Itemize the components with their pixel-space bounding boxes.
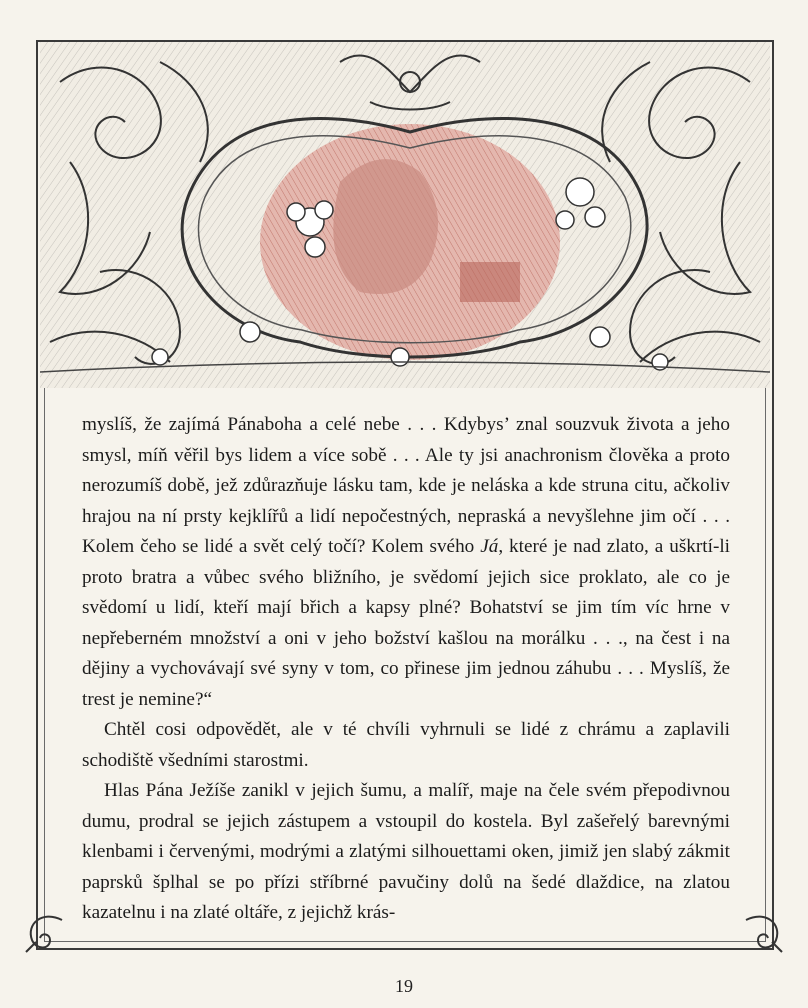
paragraph-1 bbox=[82, 410, 730, 715]
corner-scroll-right-icon bbox=[740, 910, 786, 956]
corner-scroll-left-icon bbox=[22, 910, 68, 956]
page-number: 19 bbox=[395, 976, 413, 996]
body-text bbox=[82, 410, 730, 929]
ornamental-rococo-vignette-icon bbox=[40, 42, 770, 388]
paragraph-3: Hlas Pána Ježíše zanikl v jejich šumu, a malíř, maje na čele svém přepodivnou dumu, prodral se jejich zástupem a vstoupil do kostela. Byl zašeřelý barevnými klenbami i červenými, modrými a zlatými silhouettami oken, jimiž jen slabý zákmit paprsků šplhal se po přízi stříbrné pavučiny dolů na šedé dlaždice, na zlatou kazatelnu i na zlaté oltáře, z jejichž krás- bbox=[82, 780, 730, 923]
paragraph-1-part-a: myslíš, že zajímá Pánaboha a celé nebe . . . Kdybys’ znal souzvuk života a jeho smysl, míň věřil bys lidem a více sobě . . . Ale ty jsi anachronism člověka a proto nerozumíš době, jež zdůrazňuje lásku tam, kde je neláska a kde struna citu, ačkoliv hrajou na ní prsty kejklířů a lidí nepočestných, nepraská a nevyšlehne jim očí . . . Kolem čeho se lidé a svět celý točí? Kolem svého bbox=[82, 414, 730, 557]
paragraph-1-part-b: , které je nad zlato, a uškrtí-li proto bratra a vůbec svého bližního, je svědomí jejich sice proklato, ale co je svědomí u lidí, kteří mají břich a kapsy plné? Bohatství se jim tím víc hrne v nepřeberném množství a oni v jeho božství kašlou na morálku . . ., na čest i na dějiny a vychovávají své syny v tom, co přinese jim jednou záhubu . . . Myslíš, že trest je nemine?“ bbox=[82, 536, 730, 710]
paragraph-2: Chtěl cosi odpovědět, ale v té chvíli vyhrnuli se lidé z chrámu a zaplavili schodiště všedními starostmi. bbox=[82, 719, 730, 771]
emphasis-ja: Já bbox=[480, 536, 499, 557]
